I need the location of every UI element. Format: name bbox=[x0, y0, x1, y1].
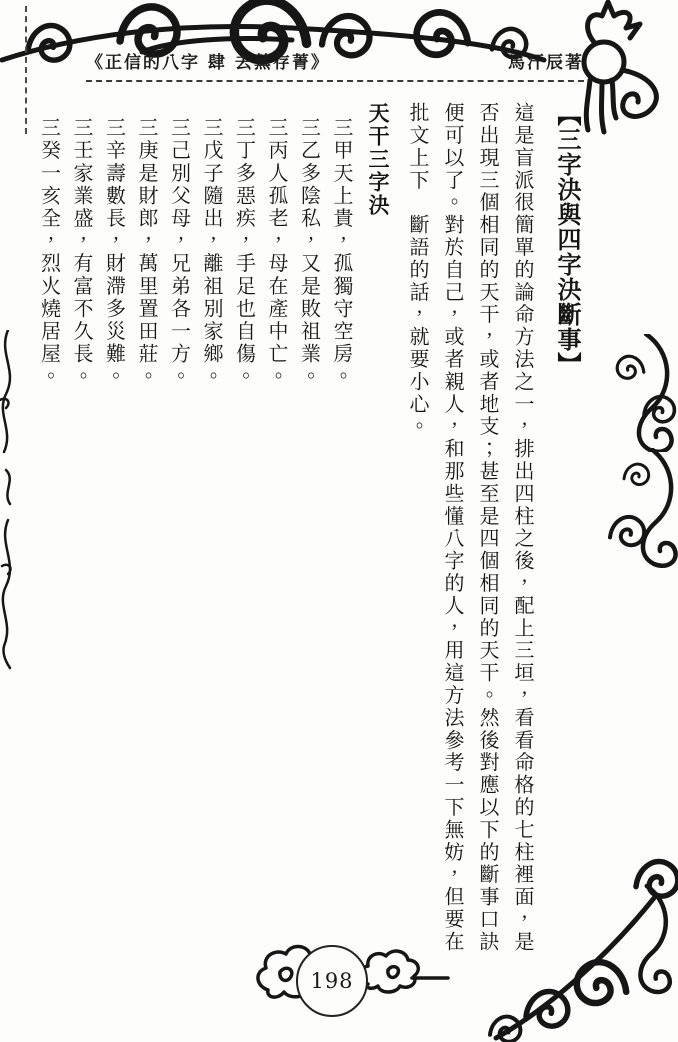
intro-line: 便可以了。對於自己，或者親人，和那些懂八字的人，用這方法參考一下無妨，但要在 bbox=[441, 102, 465, 954]
verse-line: 三己別父母，兄弟各一方。 bbox=[167, 117, 192, 389]
verse-line: 三丁多惡疾，手足也自傷。 bbox=[232, 117, 257, 389]
verse-line: 三丙人孤老，母在產中亡。 bbox=[265, 117, 289, 389]
main-text-block bbox=[33, 102, 590, 987]
subheading-heavenly-stems: 天干三字決 bbox=[366, 102, 391, 217]
author-name: 馬汗辰著 bbox=[508, 53, 584, 73]
page-number-text: 198 bbox=[310, 969, 354, 993]
verse-line: 三乙多陰私，又是敗祖業。 bbox=[297, 117, 322, 389]
intro-line: 否出現三個相同的天干，或者地支；甚至是四個相同的天干。然後對應以下的斷事口訣 bbox=[476, 102, 500, 954]
intro-line: 這是盲派很簡單的論命方法之一，排出四柱之後，配上三垣，看看命格的七柱裡面，是 bbox=[511, 102, 535, 954]
section-title: 【三字決與四字決斷事】 bbox=[553, 102, 582, 377]
left-squiggle-ornament bbox=[0, 330, 24, 670]
verse-line: 三戊子隨出，離祖別家鄉。 bbox=[200, 117, 224, 389]
book-title: 《正信的八字 肆 去蕪存菁》 bbox=[86, 53, 330, 73]
right-scroll-ornament-lower bbox=[604, 448, 678, 568]
left-margin-dashed-line bbox=[25, 6, 27, 134]
page-number bbox=[296, 945, 368, 1017]
verse-line: 三壬家業盛，有富不久長。 bbox=[70, 117, 94, 389]
verse-line: 三癸一亥全，烈火燒居屋。 bbox=[37, 117, 62, 389]
verse-line: 三甲天上貴，孤獨守空房。 bbox=[330, 117, 354, 389]
verse-line: 三辛壽數長，財滯多災難。 bbox=[102, 117, 127, 389]
right-scroll-ornament-upper bbox=[614, 334, 678, 452]
verse-line: 三庚是財郎，萬里置田莊。 bbox=[135, 117, 159, 389]
page-header bbox=[86, 48, 584, 82]
intro-line: 批文上下 斷語的話，就要小心。 bbox=[406, 102, 430, 438]
